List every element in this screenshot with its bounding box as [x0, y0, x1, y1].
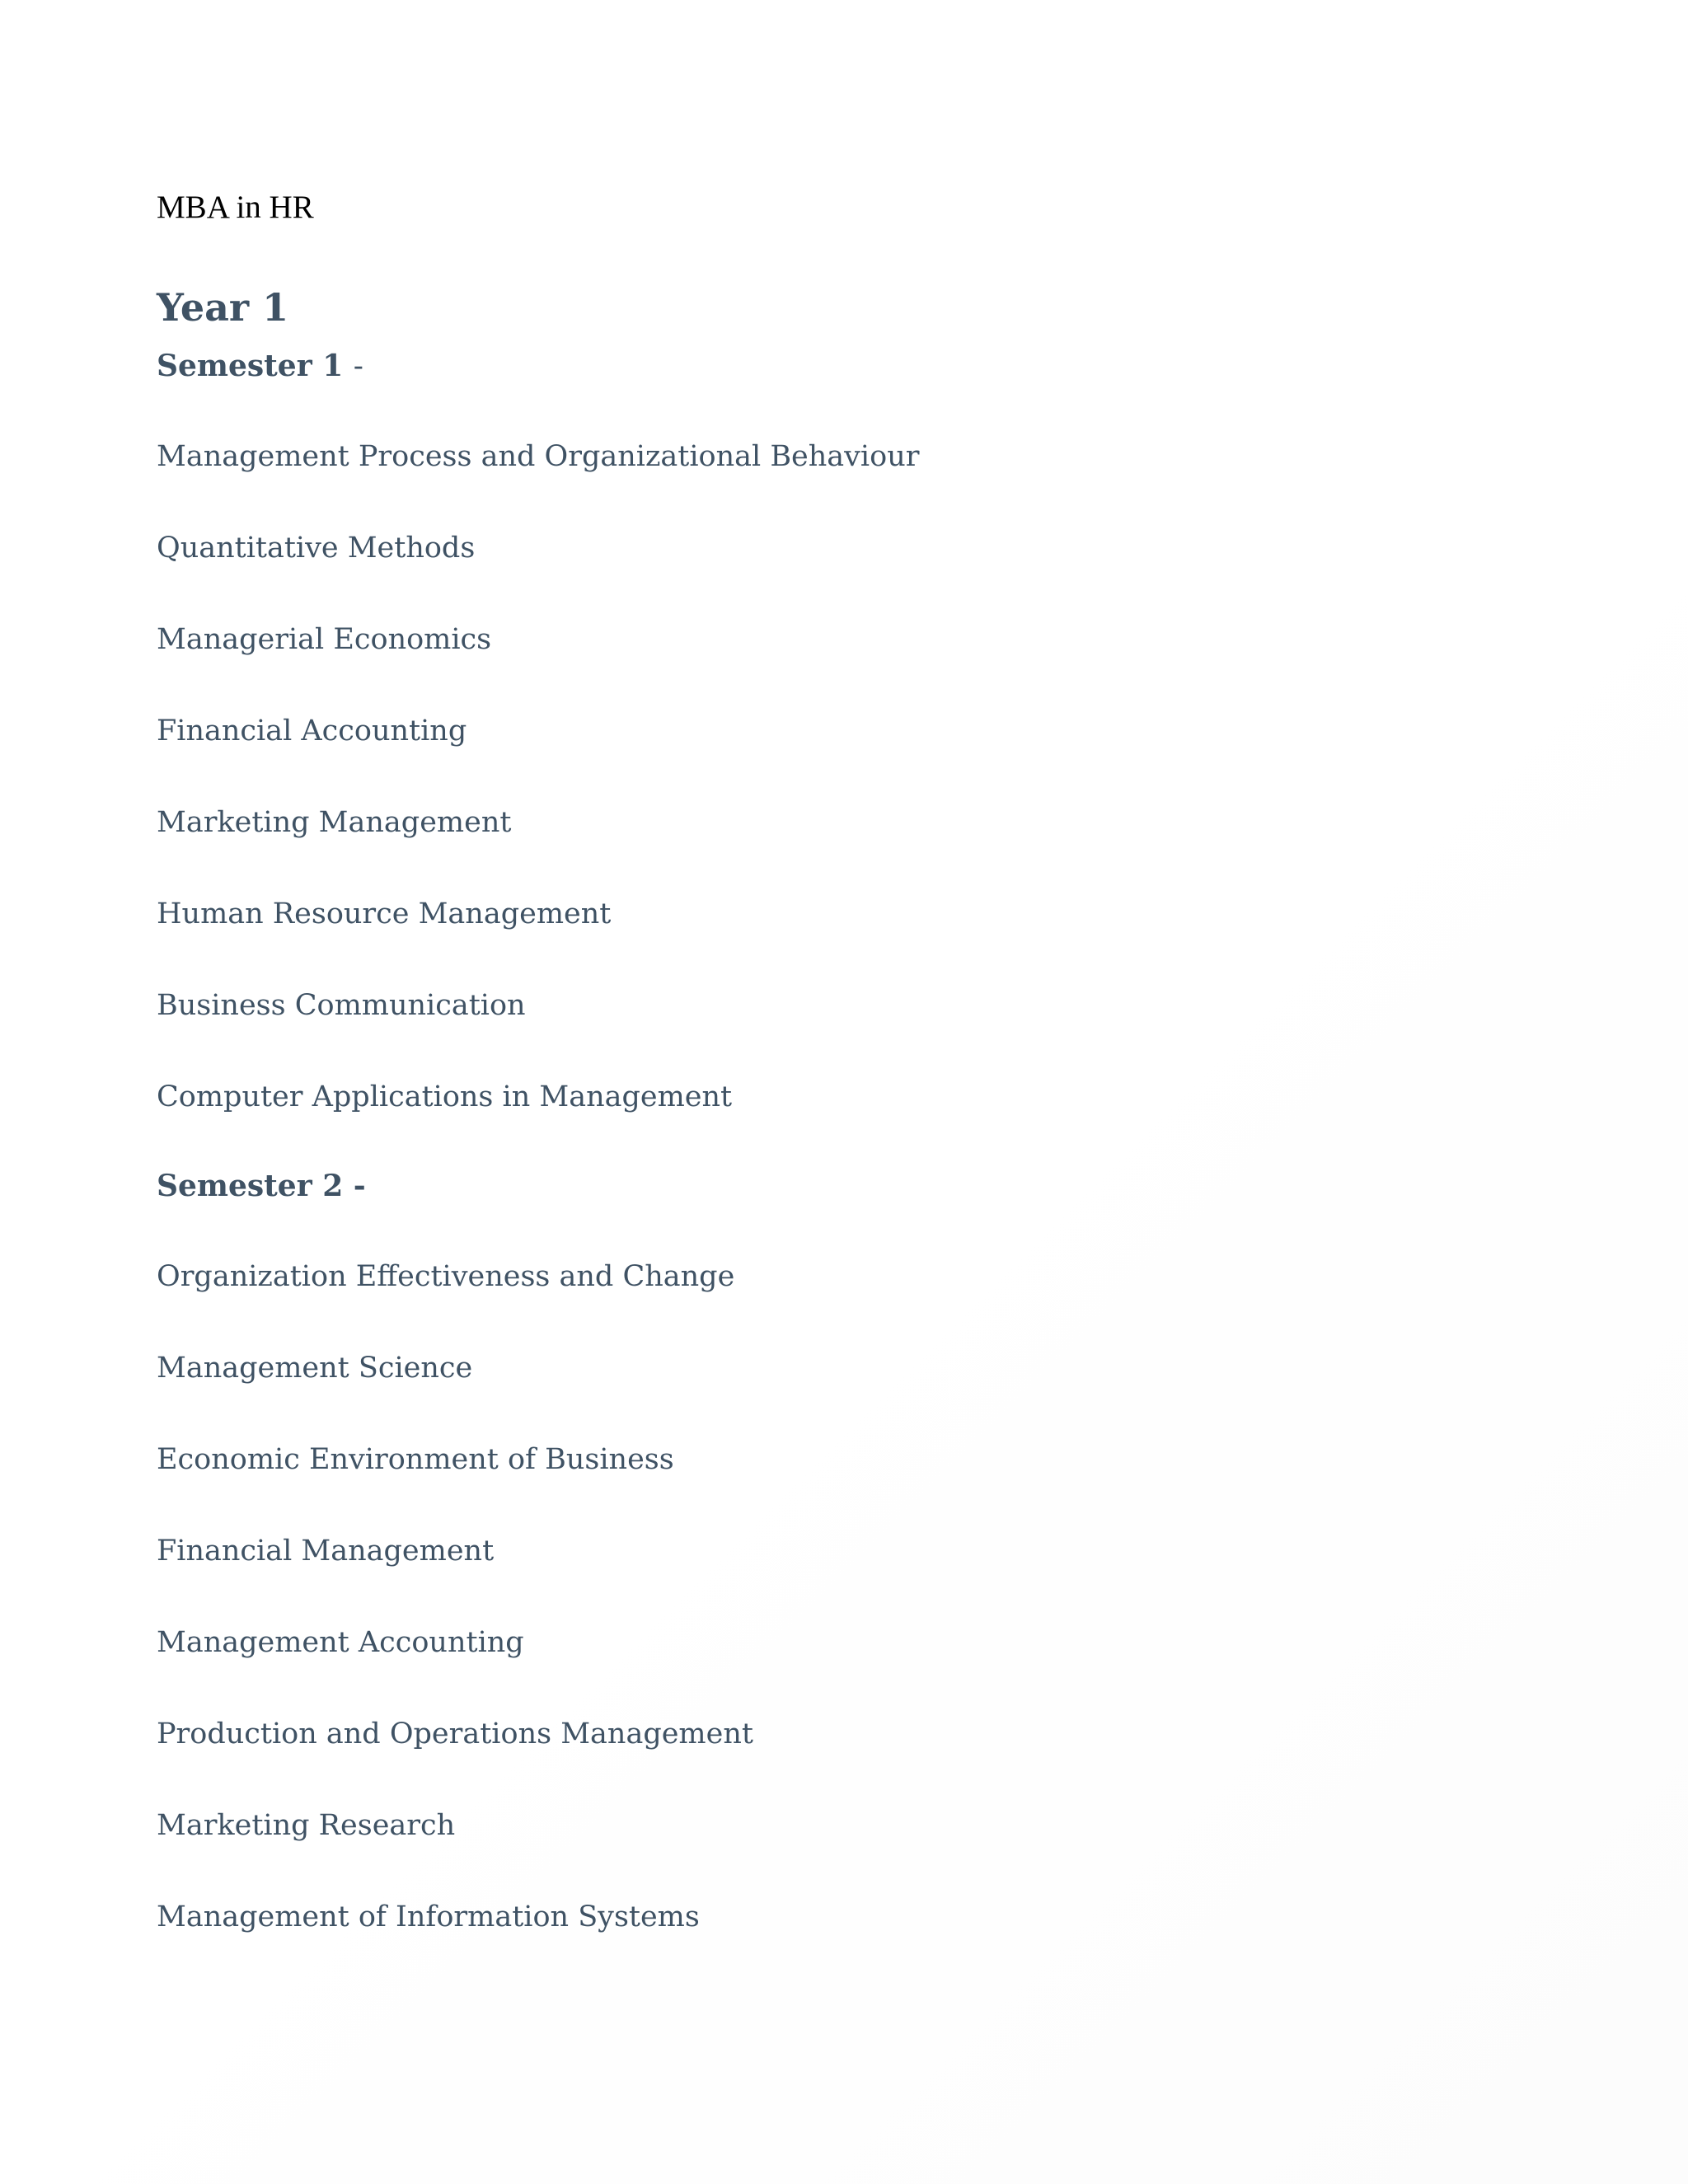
subject-item: Economic Environment of Business	[157, 1443, 674, 1476]
subject-item: Production and Operations Management	[157, 1718, 753, 1750]
subject-item: Business Communication	[157, 989, 526, 1022]
subject-item: Financial Management	[157, 1535, 495, 1568]
subject-item: Management Science	[157, 1352, 473, 1385]
semester-1-dash: -	[353, 349, 363, 383]
semester-2-heading	[157, 1171, 366, 1201]
subject-item: Managerial Economics	[157, 623, 492, 656]
semester-2-label: Semester 2	[157, 1169, 344, 1203]
document-title: MBA in HR	[157, 190, 314, 225]
subject-item: Quantitative Methods	[157, 532, 476, 565]
semester-2-dash: -	[353, 1169, 366, 1203]
subject-item: Organization Effectiveness and Change	[157, 1260, 735, 1293]
subject-item: Management Accounting	[157, 1626, 524, 1659]
subject-item: Marketing Research	[157, 1809, 456, 1842]
subject-item: Human Resource Management	[157, 898, 612, 930]
subject-item: Computer Applications in Management	[157, 1080, 733, 1113]
semester-1-label: Semester 1	[157, 349, 344, 383]
subject-item: Management of Information Systems	[157, 1900, 700, 1933]
subject-item: Financial Accounting	[157, 715, 467, 748]
year-heading: Year 1	[157, 285, 289, 330]
semester-1-heading	[157, 351, 363, 382]
subject-item: Marketing Management	[157, 806, 512, 839]
subject-item: Management Process and Organizational Behaviour	[157, 440, 920, 473]
